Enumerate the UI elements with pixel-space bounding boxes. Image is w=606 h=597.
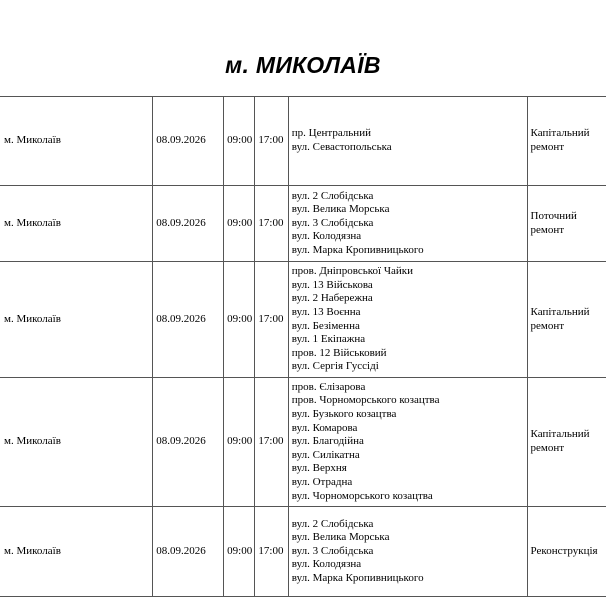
street-line: вул. Комарова	[291, 421, 358, 434]
work-type-line: ремонт	[530, 319, 565, 332]
street-line: вул. Бузького козацтва	[291, 408, 397, 421]
street-line: вул. Велика Морська	[291, 531, 390, 544]
city-cell: м. Миколаїв	[0, 378, 153, 507]
table-row	[0, 507, 606, 597]
work-type-line: Реконструкція	[530, 544, 598, 557]
date-cell: 08.09.2026	[153, 262, 224, 378]
streets-cell	[288, 186, 527, 262]
streets-cell	[288, 262, 527, 378]
work-type-line: ремонт	[530, 442, 565, 454]
street-line: пр. Центральний	[291, 127, 371, 140]
work-type-line: ремонт	[530, 141, 565, 153]
street-line: вул. 13 Військова	[291, 278, 373, 291]
work-type-line: Поточний	[530, 209, 577, 222]
street-line: вул. Благодійна	[291, 435, 364, 448]
date-cell: 08.09.2026	[153, 186, 224, 262]
table-row	[0, 186, 606, 262]
street-line: вул. 2 Набережна	[291, 292, 373, 305]
street-line: вул. Верхня	[291, 462, 347, 475]
streets-cell	[288, 378, 527, 507]
street-line: вул. 2 Слобідська	[291, 517, 374, 530]
streets-cell	[288, 97, 527, 186]
start-time-cell: 09:00	[224, 262, 255, 378]
date-cell: 08.09.2026	[153, 378, 224, 507]
end-time-cell: 17:00	[255, 186, 288, 262]
streets-cell	[288, 507, 527, 597]
street-line: вул. Колодязна	[291, 230, 362, 243]
street-line: вул. Велика Морська	[291, 203, 390, 216]
street-line: вул. Силікатна	[291, 448, 360, 461]
outage-schedule-table	[0, 96, 606, 597]
work-type-line: Капітальний	[530, 428, 590, 441]
work-type-line: Капітальний	[530, 305, 590, 318]
work-type-cell	[527, 378, 606, 507]
date-cell: 08.09.2026	[153, 97, 224, 186]
street-line: вул. 1 Екіпажна	[291, 333, 366, 346]
end-time-cell: 17:00	[255, 507, 288, 597]
street-line: вул. Отрадна	[291, 475, 353, 488]
street-line: вул. 3 Слобідська	[291, 216, 374, 229]
street-line: вул. Марка Кропивницького	[291, 243, 424, 256]
city-cell: м. Миколаїв	[0, 186, 153, 262]
work-type-line: Капітальний	[530, 127, 590, 140]
street-line: вул. Колодязна	[291, 558, 362, 571]
table-row	[0, 262, 606, 378]
work-type-cell	[527, 507, 606, 597]
street-line: вул. 2 Слобідська	[291, 189, 374, 202]
start-time-cell: 09:00	[224, 186, 255, 262]
work-type-cell	[527, 97, 606, 186]
start-time-cell: 09:00	[224, 97, 255, 186]
work-type-cell	[527, 262, 606, 378]
work-type-line: ремонт	[530, 223, 565, 236]
street-line: вул. Марка Кропивницького	[291, 571, 424, 584]
city-cell: м. Миколаїв	[0, 97, 153, 186]
city-cell: м. Миколаїв	[0, 262, 153, 378]
street-line: пров. Єлізарова	[291, 380, 366, 393]
end-time-cell: 17:00	[255, 378, 288, 507]
street-line: вул. Севастопольська	[291, 141, 392, 153]
street-line: вул. Чорноморського козацтва	[291, 489, 433, 502]
street-line: вул. Сергія Гуссіді	[291, 360, 379, 373]
end-time-cell: 17:00	[255, 262, 288, 378]
start-time-cell: 09:00	[224, 378, 255, 507]
street-line: пров. Дніпровської Чайки	[291, 265, 413, 278]
start-time-cell: 09:00	[224, 507, 255, 597]
street-line: вул. 13 Воєнна	[291, 305, 361, 318]
work-type-cell	[527, 186, 606, 262]
city-cell: м. Миколаїв	[0, 507, 153, 597]
street-line: пров. Чорноморського козацтва	[291, 394, 440, 407]
table-row	[0, 97, 606, 186]
street-line: вул. 3 Слобідська	[291, 544, 374, 557]
end-time-cell: 17:00	[255, 97, 288, 186]
street-line: вул. Безіменна	[291, 319, 360, 332]
page-title: м. МИКОЛАЇВ	[225, 52, 381, 78]
table-row	[0, 378, 606, 507]
date-cell: 08.09.2026	[153, 507, 224, 597]
street-line: пров. 12 Військовий	[291, 346, 387, 359]
